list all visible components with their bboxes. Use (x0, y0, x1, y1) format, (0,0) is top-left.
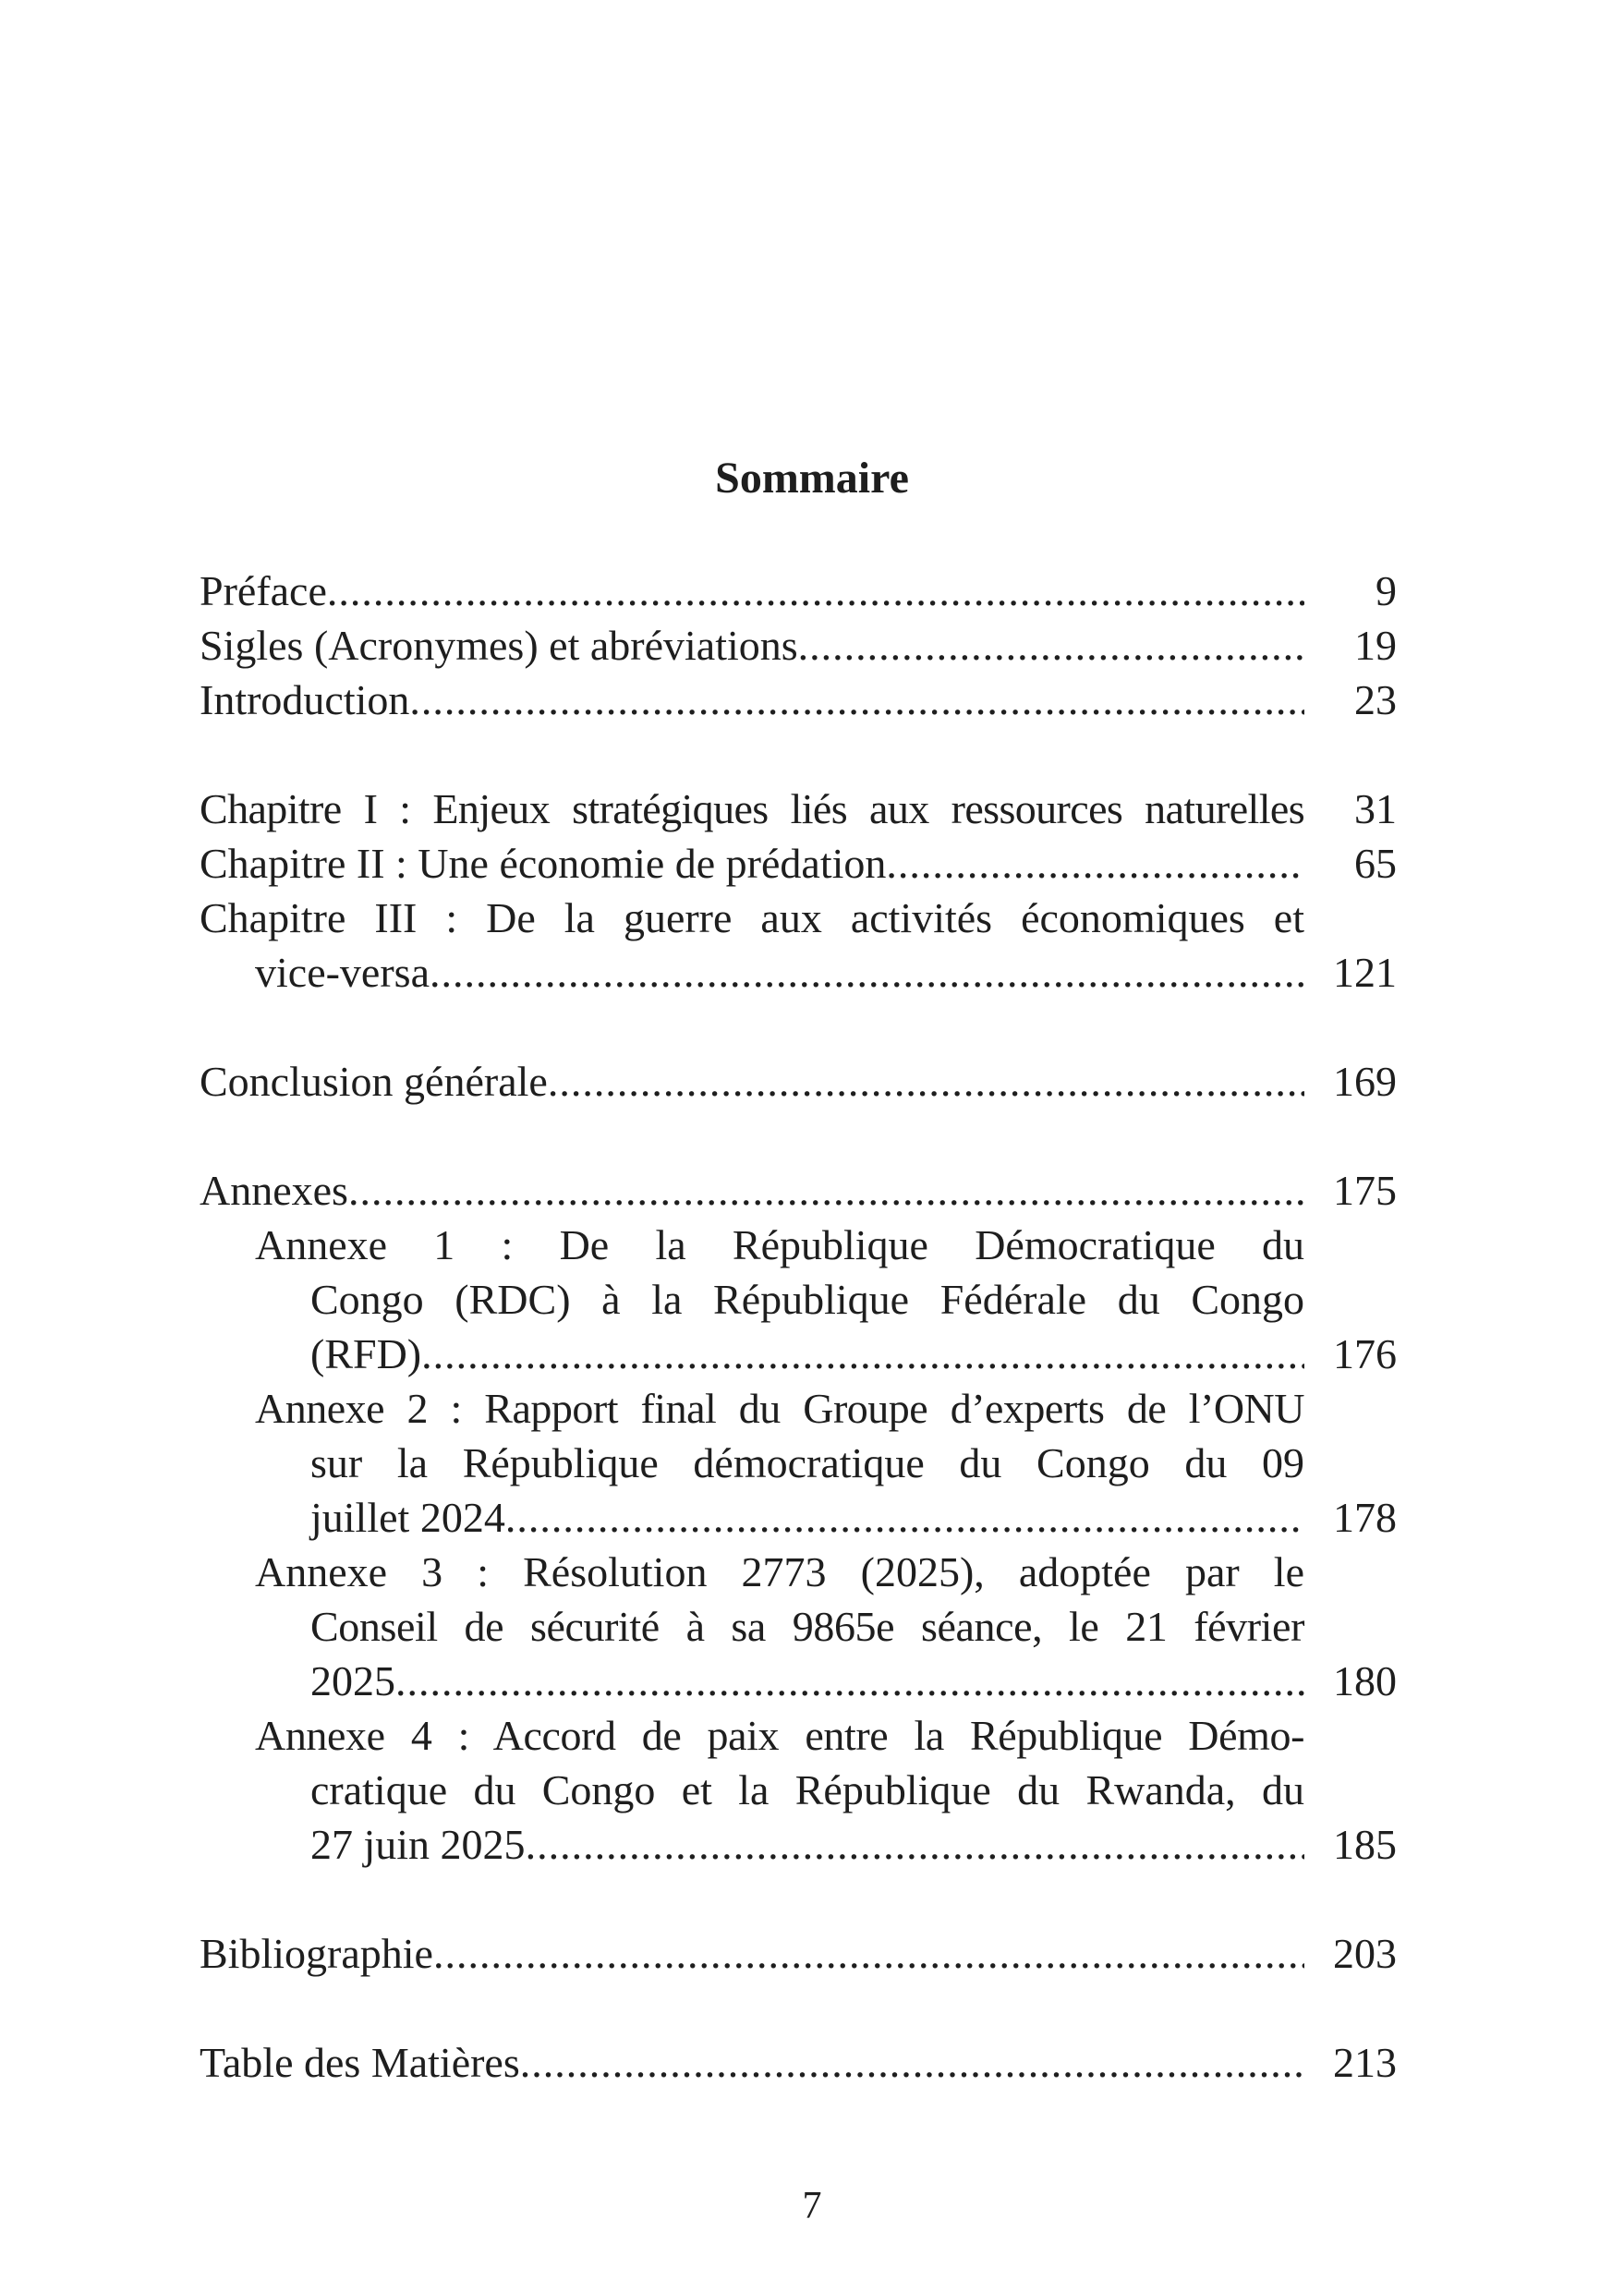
toc-entry-annexe-4[interactable] (200, 1708, 1397, 1872)
toc-entry-label-cont: juillet 2024 (310, 1494, 505, 1541)
toc-entry-label-cont: vice-versa (255, 949, 430, 996)
page-number: 7 (802, 2185, 822, 2227)
dot-leader (520, 2039, 1304, 2086)
toc-page-number: 121 (1333, 949, 1397, 996)
toc-page-number: 176 (1333, 1330, 1397, 1377)
toc-entry-bibliographie[interactable] (200, 1926, 1397, 1981)
toc-entry-annexe-3[interactable] (200, 1545, 1397, 1708)
toc-entry-sigles[interactable] (200, 618, 1397, 673)
toc-entry-label-cont: 2025 (310, 1657, 395, 1704)
toc-page-number: 213 (1333, 2039, 1397, 2086)
toc-page-number: 169 (1333, 1058, 1397, 1105)
toc-entry-preface[interactable] (200, 564, 1397, 618)
toc-page-number: 31 (1354, 785, 1397, 832)
dot-leader (409, 676, 1304, 723)
toc-entry-conclusion[interactable] (200, 1054, 1397, 1109)
toc-page-number: 185 (1333, 1821, 1397, 1868)
toc-entry-chapitre-2[interactable] (200, 836, 1397, 891)
table-of-contents (200, 564, 1397, 2090)
toc-entry-label-cont: sur la République démocratique du Congo du 09 (310, 1439, 1304, 1486)
toc-entry-label: Sigles (Acronymes) et abréviations (200, 622, 798, 669)
dot-leader (505, 1494, 1304, 1541)
toc-entry-introduction[interactable] (200, 673, 1397, 727)
toc-entry-label: Bibliographie (200, 1930, 433, 1977)
toc-page-number: 9 (1376, 567, 1397, 614)
toc-entry-label: Annexe 2 : Rapport final du Groupe d’experts de l’ONU (255, 1385, 1304, 1432)
toc-page-number: 178 (1333, 1494, 1397, 1541)
toc-entry-label: Conclusion générale (200, 1058, 548, 1105)
dot-leader (348, 1167, 1304, 1214)
dot-leader (526, 1821, 1304, 1868)
dot-leader (421, 1330, 1304, 1377)
toc-entry-label: Chapitre II : Une économie de prédation (200, 840, 887, 887)
toc-entry-label-cont: Congo (RDC) à la République Fédérale du Congo (310, 1276, 1304, 1323)
toc-entry-label: Annexe 3 : Résolution 2773 (2025), adoptée par le (255, 1548, 1304, 1595)
toc-entry-label: Chapitre I : Enjeux stratégiques liés aux ressources naturelles (200, 785, 1304, 832)
dot-leader (886, 840, 1304, 887)
toc-entry-annexe-1[interactable] (200, 1218, 1397, 1381)
toc-page-number: 65 (1354, 840, 1397, 887)
dot-leader (430, 949, 1304, 996)
toc-page-number: 19 (1354, 622, 1397, 669)
toc-entry-annexe-2[interactable] (200, 1381, 1397, 1545)
toc-page-number: 23 (1354, 676, 1397, 723)
toc-entry-label: Chapitre III : De la guerre aux activités économiques et (200, 894, 1304, 941)
toc-entry-label: Annexes (200, 1167, 348, 1214)
dot-leader (798, 622, 1304, 669)
dot-leader (548, 1058, 1304, 1105)
toc-entry-chapitre-1[interactable] (200, 782, 1397, 836)
toc-entry-label-cont: cratique du Congo et la République du Rwanda, du (310, 1766, 1304, 1813)
page-title: Sommaire (715, 454, 909, 503)
dot-leader (433, 1930, 1304, 1977)
toc-entry-chapitre-3[interactable] (200, 891, 1397, 1000)
toc-entry-label: Introduction (200, 676, 410, 723)
toc-page-number: 203 (1333, 1930, 1397, 1977)
dot-leader (395, 1657, 1304, 1704)
toc-entry-label: Préface (200, 567, 327, 614)
toc-page-number: 175 (1333, 1167, 1397, 1214)
toc-entry-label-cont: 27 juin 2025 (310, 1821, 526, 1868)
toc-entry-label: Table des Matières (200, 2039, 520, 2086)
toc-entry-annexes[interactable] (200, 1163, 1397, 1218)
toc-entry-label: Annexe 1 : De la République Démocratique du (255, 1221, 1304, 1268)
toc-entry-label: Annexe 4 : Accord de paix entre la République Démo- (255, 1712, 1304, 1759)
toc-entry-label-cont: Conseil de sécurité à sa 9865e séance, le 21 février (310, 1603, 1304, 1650)
toc-entry-label-cont: (RFD) (310, 1330, 422, 1377)
toc-entry-table-des-matieres[interactable] (200, 2035, 1397, 2090)
dot-leader (327, 567, 1304, 614)
toc-page-number: 180 (1333, 1657, 1397, 1704)
